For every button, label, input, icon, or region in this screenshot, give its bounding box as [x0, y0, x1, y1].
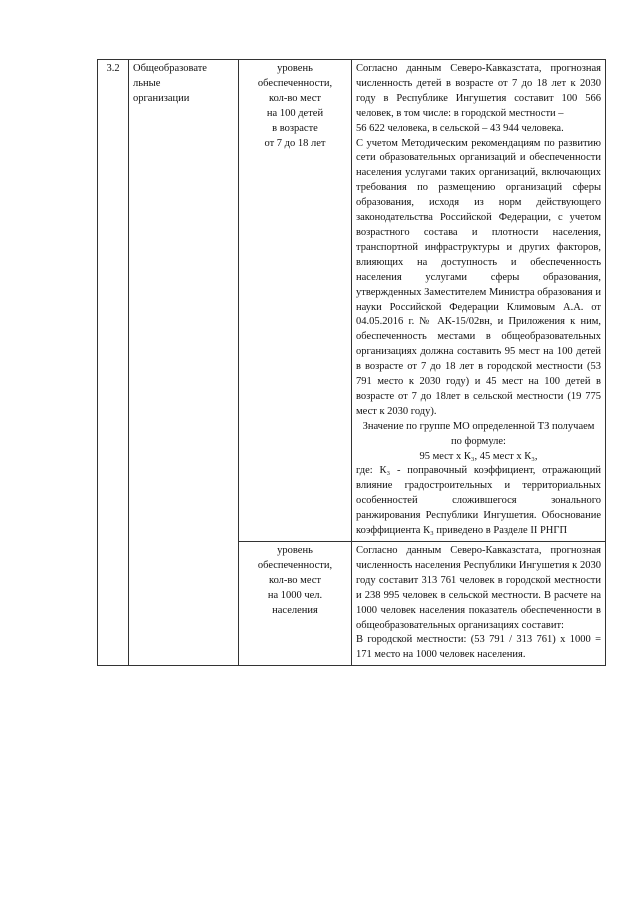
indicator-line: уровень: [277, 63, 313, 74]
justification-paragraph: Согласно данным Северо-Кавказстата, прогнозная численность детей в возрасте от 7 до 18 лет к 2030 году в Республике Ингушетия составит 100 566 человек, в том числе: в городской местности –: [356, 63, 601, 119]
indicator-line: обеспеченности,: [257, 559, 333, 571]
justification-paragraph: С учетом Методическим рекомендациям по развитию сети образовательных организаций и обеспеченности населения услугами таких организаций, включающих требования по размещению организаций сферы образования, исходя из норм действующего законодательства Российской Федерации, с учетом возрастного состава и плотности населения, транспортной инфраструктуры и других факторов, влияющих на доступность и обеспеченность населения услугами сферы образования, утвержденных Заместителем Министра образования и науки Российской Федерации Климовым А.А. от 04.05.2016 г. № АК-15/02вн, и Приложения к ним, обеспеченность местами в общеобразовательных организациях должна составить 95 мест на 100 детей в возрасте от 7 до 18 лет в городской местности (53 791 место к 2030 году) и 45 мест на 100 детей в возрасте от 7 до 18лет в сельской местности (19 775 мест к 2030 году).: [356, 137, 601, 417]
indicator-cell: [239, 60, 352, 542]
indicator-line: населения: [272, 604, 318, 616]
indicator-line: кол-во мест: [269, 92, 321, 104]
indicator-line: на 100 детей: [266, 107, 324, 119]
object-name-line: льные: [133, 77, 161, 89]
indicator-line: обеспеченности,: [257, 77, 333, 89]
indicator-line: уровень: [277, 545, 313, 556]
indicator-line: кол-во мест: [269, 574, 321, 586]
justification-paragraph: Согласно данным Северо-Кавказстата, прогнозная численность населения Республики Ингушетия к 2030 году составит 313 761 человек в городской местности и 238 995 человек в сельской местности. В расчете на 1000 человек населения показатель обеспеченности в общеобразовательных организациях составит:: [356, 545, 601, 631]
table-row: [98, 60, 606, 542]
justification-paragraph: В городской местности: (53 791 / 313 761) х 1000 = 171 место на 1000 человек населения.: [356, 634, 601, 661]
indicator-line: от 7 до 18 лет: [264, 137, 326, 149]
object-name-line: организации: [133, 92, 190, 104]
row-number: 3.2: [98, 60, 129, 666]
justification-paragraph: 56 622 человека, в сельской – 43 944 человека.: [356, 122, 564, 134]
justification-cell: [352, 542, 606, 666]
requirements-table: [97, 59, 606, 666]
indicator-line: в возрасте: [272, 122, 318, 134]
object-name-line: Общеобразовате: [133, 63, 207, 74]
formula: 95 мест х К₃, 45 мест х К₃,: [419, 450, 538, 462]
indicator-line: на 1000 чел.: [267, 589, 323, 601]
formula-intro: Значение по группе МО определенной ТЗ получаем по формуле:: [362, 420, 595, 447]
object-name-cell: [129, 60, 239, 666]
indicator-cell: [239, 542, 352, 666]
justification-paragraph: где: К₃ - поправочный коэффициент, отражающий влияние градостроительных и территориальных особенностей сложившегося зонального ранжирования Республики Ингушетия. Обоснование коэффициента К₃ приведено в Разделе II РНГП: [356, 465, 601, 537]
justification-cell: [352, 60, 606, 542]
